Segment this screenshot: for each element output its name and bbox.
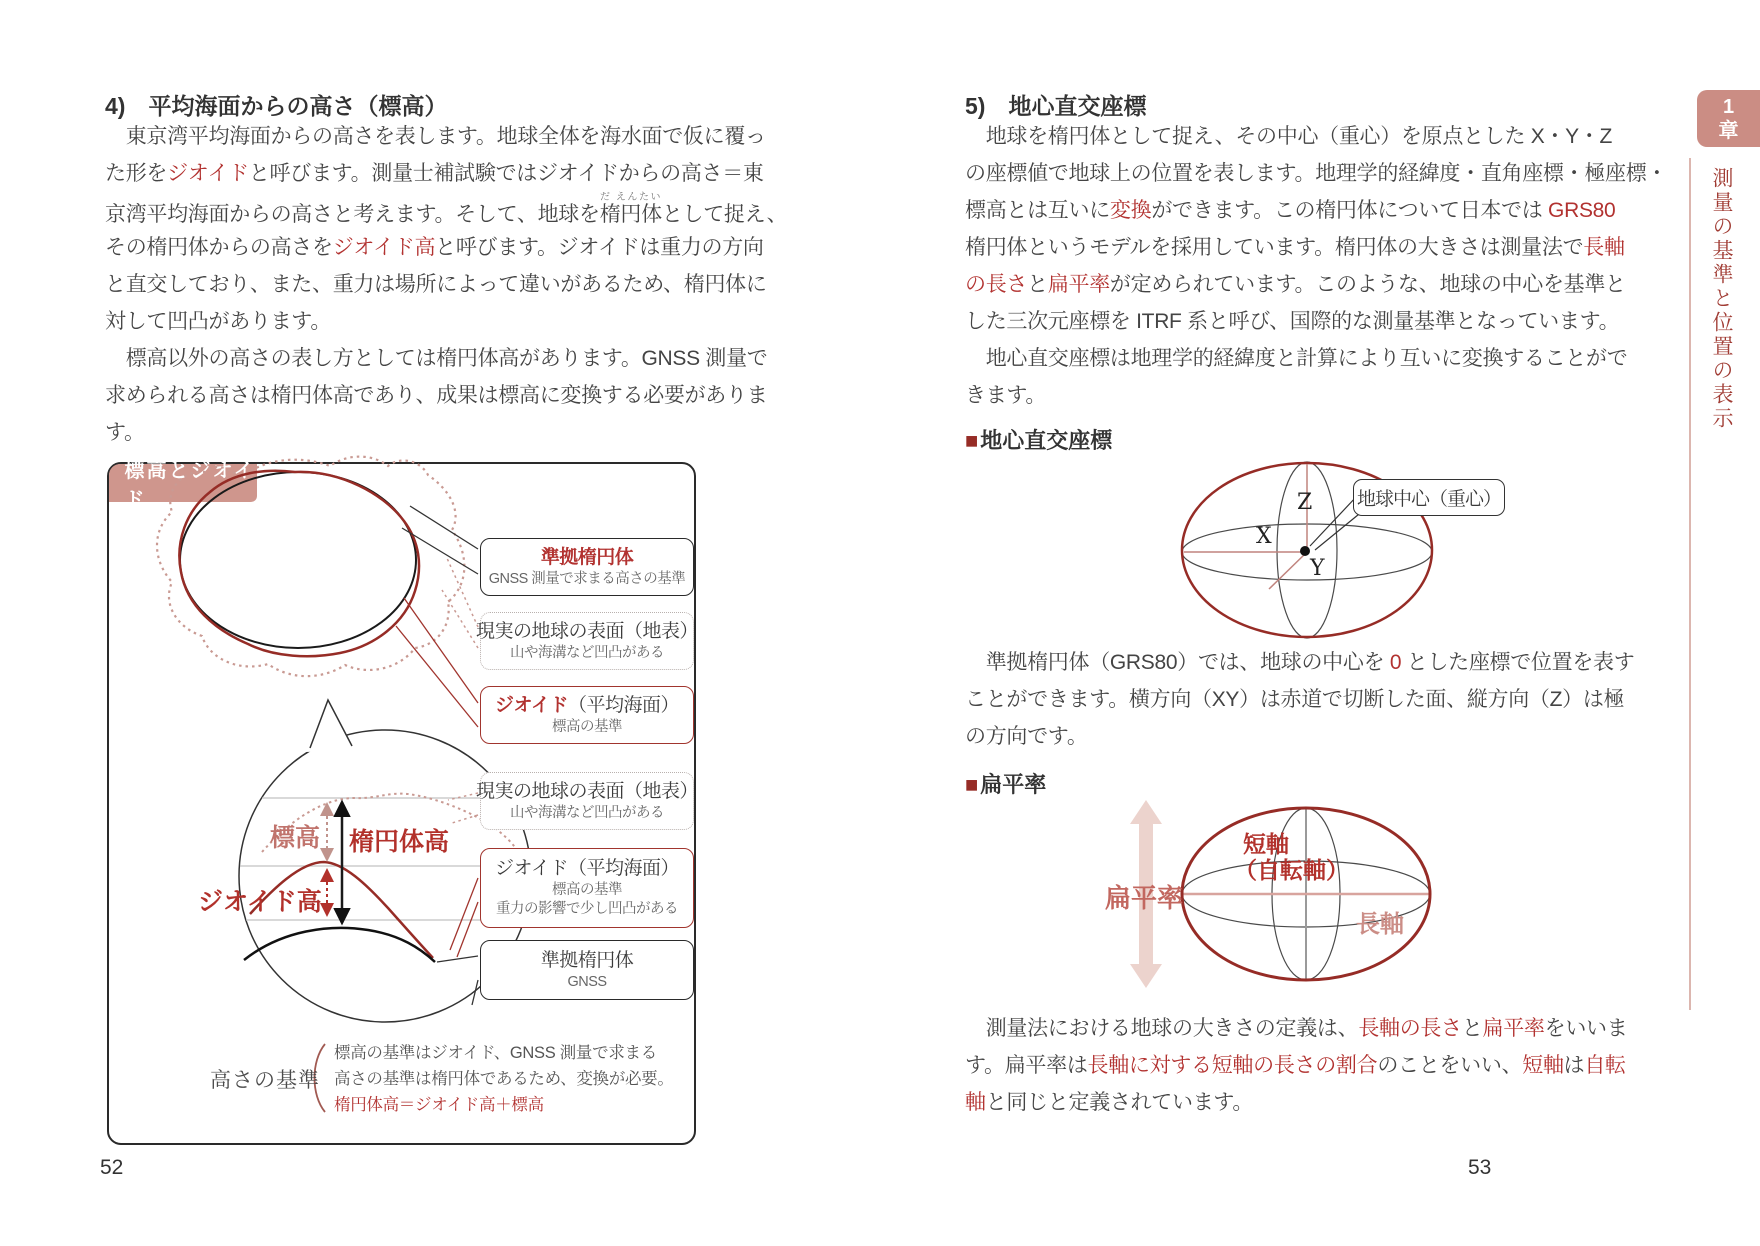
height-basis-notes xyxy=(334,1040,674,1118)
text-line: 対して凹凸があります。 xyxy=(105,310,332,333)
callout-title: 準拠楕円体 xyxy=(540,949,634,971)
callout-title: ジオイド（平均海面） xyxy=(494,694,680,716)
chapter-number: 1 xyxy=(1722,95,1735,118)
section-label: 地心直交座標 xyxy=(980,428,1113,453)
page-number-right: 53 xyxy=(1468,1156,1492,1179)
text-line: の方向です。 xyxy=(965,725,1088,748)
flattening-label: 扁平率 xyxy=(1105,883,1184,913)
left-paragraph-1 xyxy=(105,118,788,340)
callout-title: 現実の地球の表面（地表） xyxy=(476,620,699,642)
callout-title: 準拠楕円体 xyxy=(540,546,634,568)
left-page-heading: 4) 平均海面からの高さ（標高） xyxy=(105,93,448,119)
long-axis-label: 長軸 xyxy=(1356,911,1404,938)
text-line: 標高とは互いに変換ができます。この楕円体について日本では GRS80 xyxy=(965,199,1616,222)
text-line: 標高以外の高さの表し方としては楕円体高があります。GNSS 測量で xyxy=(105,347,768,370)
callout-reference-ellipsoid-bottom xyxy=(480,940,694,1000)
text-line: 準拠楕円体（GRS80）では、地球の中心を 0 とした座標で位置を表す xyxy=(965,651,1635,674)
earth-center-label xyxy=(1353,479,1505,516)
figure-tab-label: 標高とジオイド xyxy=(124,459,256,511)
section-square-icon: ■ xyxy=(965,428,979,453)
axis-z-label: Z xyxy=(1297,490,1313,515)
callout-title: 現実の地球の表面（地表） xyxy=(476,780,699,802)
text-line: 求められる高さは楕円体高であり、成果は標高に変換する必要がありま xyxy=(105,384,768,407)
text-line: す。扁平率は長軸に対する短軸の長さの割合のことをいい、短軸は自転 xyxy=(965,1054,1626,1077)
right-page-heading: 5) 地心直交座標 xyxy=(965,93,1147,119)
text-line: 東京湾平均海面からの高さを表します。地球全体を海水面で仮に覆っ xyxy=(105,125,766,148)
text-line: 測量法における地球の大きさの定義は、長軸の長さと扁平率をいいま xyxy=(965,1017,1628,1040)
note-line: 楕円体高＝ジオイド高＋標高 xyxy=(334,1096,544,1114)
section-label: 扁平率 xyxy=(980,772,1047,797)
left-paragraph-2 xyxy=(105,340,768,451)
note-line: 高さの基準は楕円体であるため、変換が必要。 xyxy=(334,1070,674,1088)
callout-sub: GNSS xyxy=(567,973,607,990)
callout-title: ジオイド（平均海面） xyxy=(494,858,680,879)
text-line: の長さと扁平率が定められています。このような、地球の中心を基準と xyxy=(965,273,1626,296)
text-line: と直交しており、また、重力は場所によって違いがあるため、楕円体に xyxy=(105,273,767,296)
callout-sub: 山や海溝など凹凸がある xyxy=(510,644,664,661)
page-number-left: 52 xyxy=(100,1156,124,1179)
text-line: した三次元座標を ITRF 系と呼び、国際的な測量基準となっています。 xyxy=(965,310,1620,333)
callout-geoid-top xyxy=(480,686,694,744)
right-paragraph-1 xyxy=(965,118,1668,414)
text-line: その楕円体からの高さをジオイド高と呼びます。ジオイドは重力の方向 xyxy=(105,236,764,259)
label-elevation: 標高 xyxy=(270,824,321,852)
callout-sub: 標高の基準 xyxy=(552,718,622,735)
axis-y-label: Y xyxy=(1310,556,1325,581)
callout-earth-surface-top xyxy=(476,612,699,670)
callout-sub: 山や海溝など凹凸がある xyxy=(510,804,664,821)
callout-sub: 標高の基準 xyxy=(552,882,622,898)
text-line: た形をジオイドと呼びます。測量士補試験ではジオイドからの高さ＝東 xyxy=(105,162,764,185)
chapter-tab xyxy=(1697,90,1760,147)
short-axis-label: 短軸 xyxy=(1243,831,1289,857)
right-paragraph-3 xyxy=(965,1010,1628,1121)
label-ellipsoid-height: 楕円体高 xyxy=(349,828,450,856)
text-line: 京湾平均海面からの高さと考えます。そして、地球を楕円体だ えんたいとして捉え、 xyxy=(105,192,788,226)
height-basis-label: 高さの基準 xyxy=(210,1069,320,1092)
text-line: 地心直交座標は地理学的経緯度と計算により互いに変換することがで xyxy=(965,347,1628,370)
text-line: す。 xyxy=(105,421,145,444)
section-heading-flattening xyxy=(965,768,1046,799)
text-line: 地球を楕円体として捉え、その中心（重心）を原点とした X・Y・Z xyxy=(965,125,1613,148)
geoid-blob-diagram xyxy=(157,457,464,677)
section-square-icon: ■ xyxy=(965,772,979,797)
text-line: 楕円体というモデルを採用しています。楕円体の大きさは測量法で長軸 xyxy=(965,236,1625,259)
chapter-char: 章 xyxy=(1718,119,1739,142)
note-line: 標高の基準はジオイド、GNSS 測量で求まる xyxy=(334,1044,657,1062)
callout-earth-surface-bottom xyxy=(476,772,699,830)
sidebar-divider-line xyxy=(1689,158,1691,1010)
text-line: 軸と同じと定義されています。 xyxy=(965,1091,1254,1114)
label-geoid-height: ジオイド高 xyxy=(198,888,322,916)
section-heading-geocentric xyxy=(965,424,1112,455)
text-line: の座標値で地球上の位置を表します。地理学的経緯度・直角座標・極座標・ xyxy=(965,162,1668,185)
callout-reference-ellipsoid-top xyxy=(480,538,694,596)
axis-x-label: X xyxy=(1256,524,1272,549)
chapter-title-vertical: 測量の基準と位置の表示 xyxy=(1710,167,1733,431)
right-paragraph-2 xyxy=(965,644,1635,755)
callout-geoid-bottom xyxy=(480,848,694,928)
callout-sub: GNSS 測量で求まる高さの基準 xyxy=(488,570,686,587)
short-axis-sub-label: （自転軸） xyxy=(1234,857,1349,883)
earth-center-text: 地球中心（重心） xyxy=(1356,489,1501,510)
text-line: ことができます。横方向（XY）は赤道で切断した面、縦方向（Z）は極 xyxy=(965,688,1625,711)
text-line: きます。 xyxy=(965,384,1047,407)
callout-sub: 重力の影響で少し凹凸がある xyxy=(496,901,678,917)
